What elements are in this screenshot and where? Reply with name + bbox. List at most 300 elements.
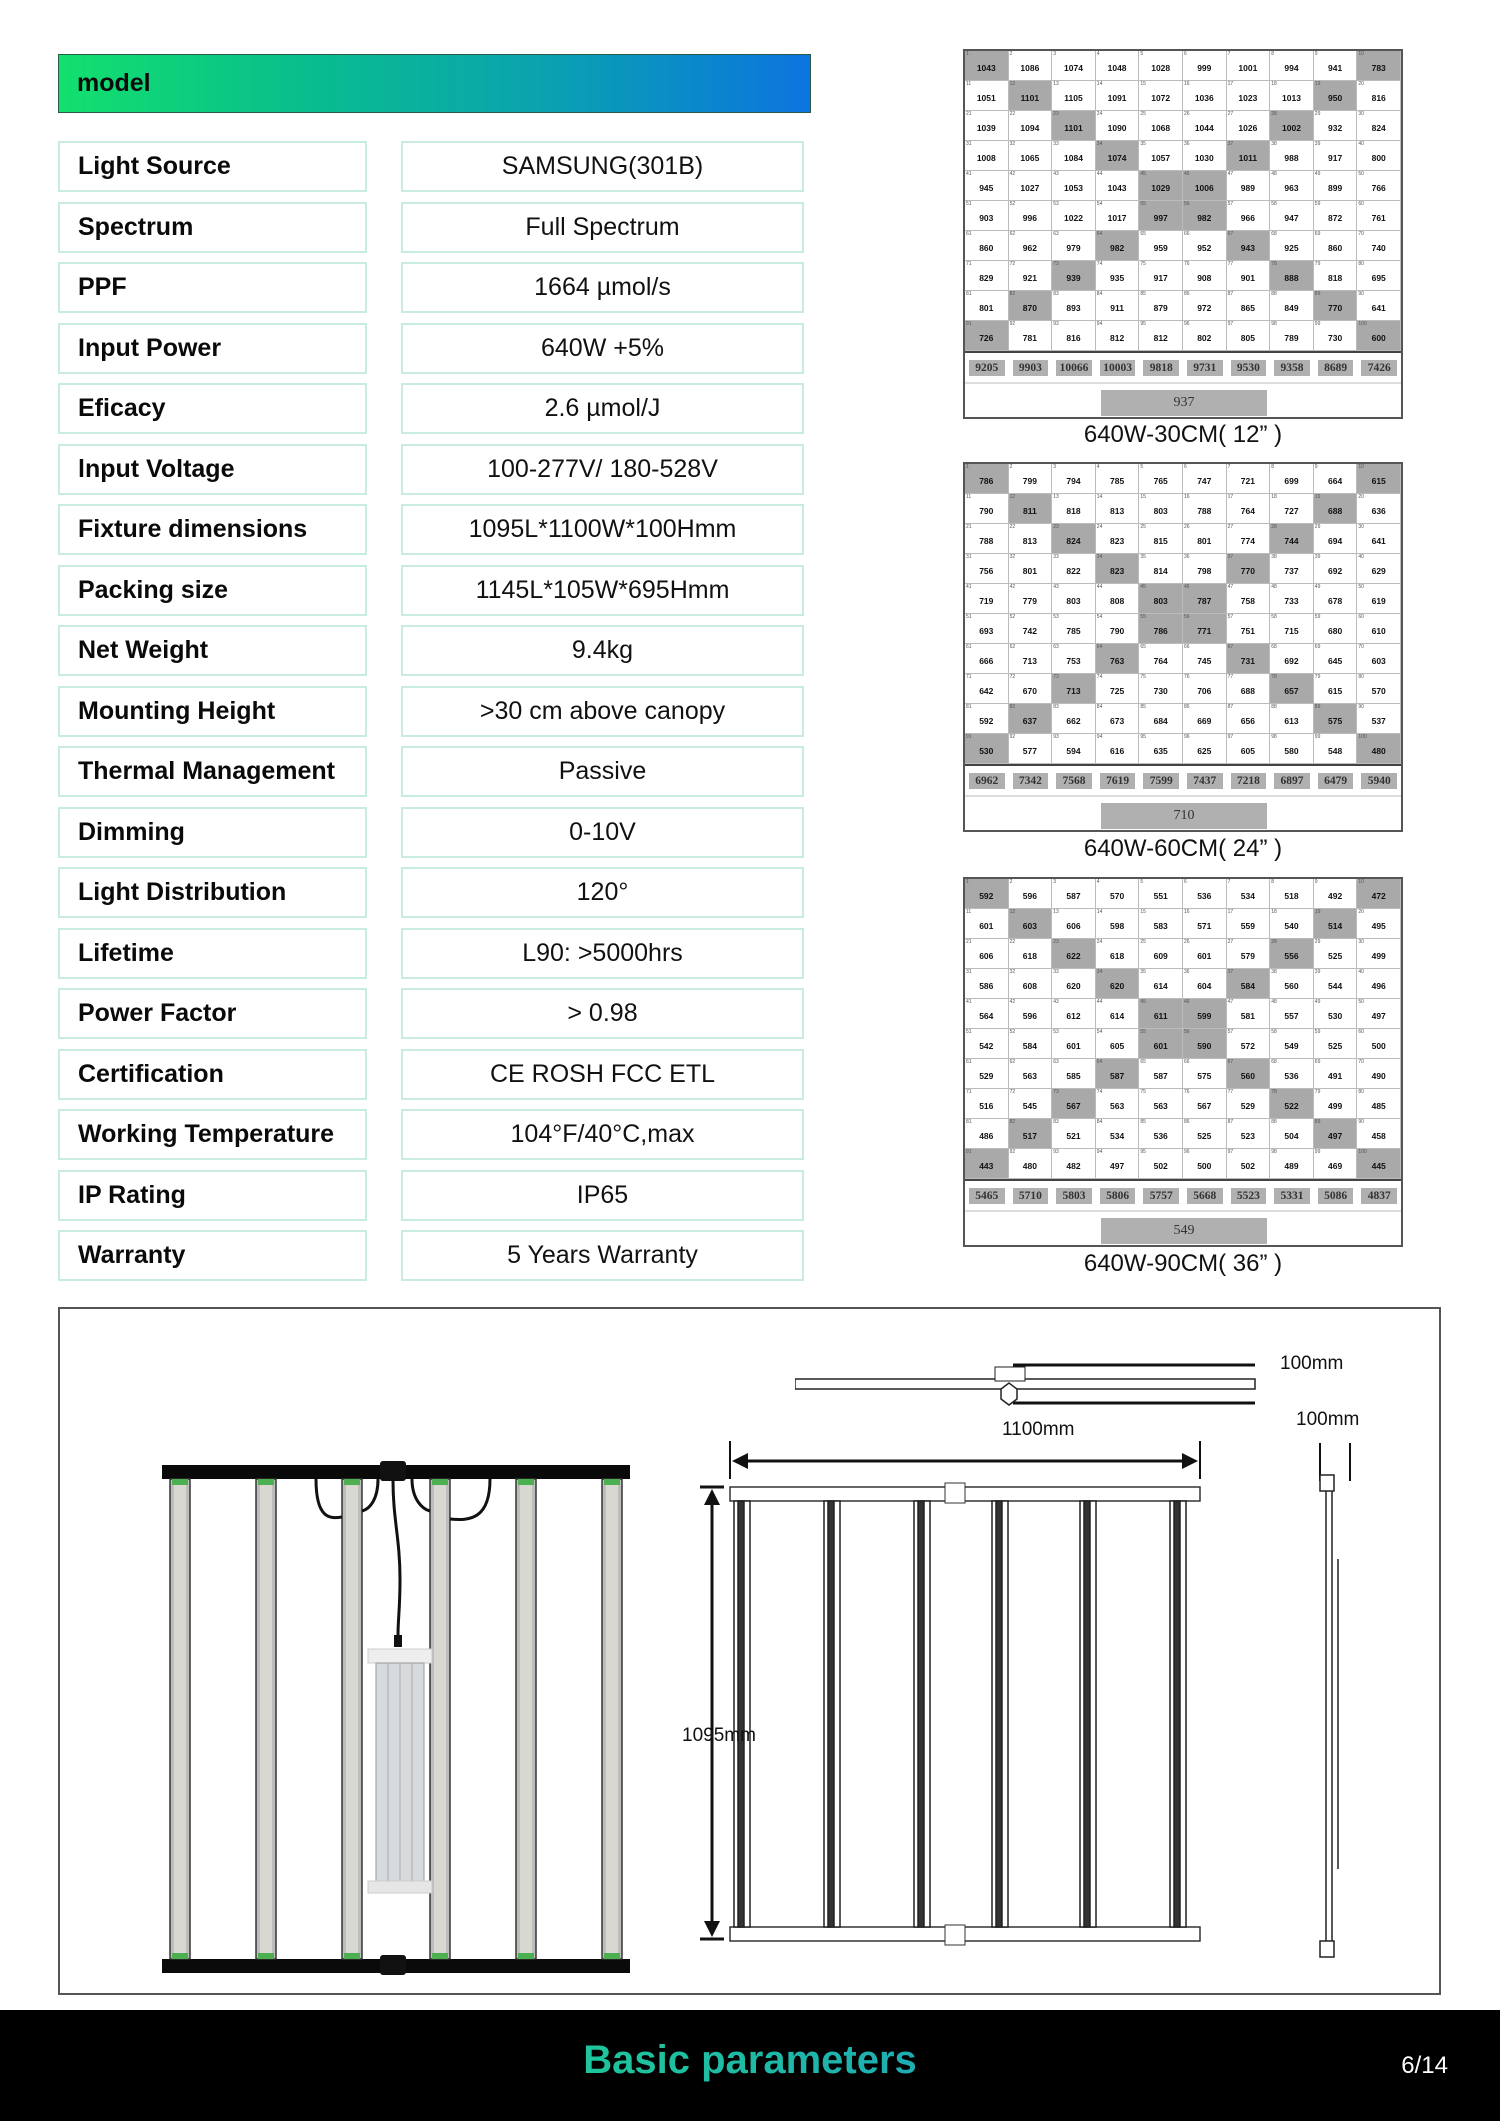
- lux-map-table: [963, 462, 1403, 832]
- cell-value: 727: [1284, 506, 1299, 516]
- lux-cell: [1183, 81, 1227, 111]
- lux-cell: [1270, 554, 1314, 584]
- lux-cell: [1227, 291, 1271, 321]
- lux-cell: [1314, 111, 1358, 141]
- cell-value: 584: [1240, 981, 1255, 991]
- cell-value: 500: [1197, 1161, 1212, 1171]
- cell-value: 609: [1153, 951, 1168, 961]
- spec-label: Net Weight: [58, 625, 367, 676]
- cell-index: 25: [1140, 524, 1146, 530]
- cell-value: 564: [979, 1011, 994, 1021]
- lux-cell: [1009, 111, 1053, 141]
- spec-label: Packing size: [58, 565, 367, 616]
- cell-value: 1008: [976, 153, 996, 163]
- spec-row: [58, 1109, 808, 1160]
- cell-index: 42: [1009, 584, 1016, 590]
- lux-cell: [1227, 674, 1271, 704]
- cell-value: 596: [1022, 891, 1037, 901]
- lux-cell: [1096, 939, 1140, 969]
- cell-value: 606: [1066, 921, 1081, 931]
- cell-index: 81: [966, 1119, 972, 1125]
- cell-value: 945: [979, 183, 994, 193]
- cell-index: 78: [1271, 261, 1277, 267]
- cell-value: 1013: [1282, 93, 1301, 103]
- cell-value: 611: [1153, 1011, 1168, 1021]
- cell-index: 17: [1227, 81, 1234, 87]
- cell-value: 583: [1153, 921, 1168, 931]
- cell-value: 966: [1240, 213, 1255, 223]
- cell-index: 8: [1271, 464, 1274, 470]
- cell-index: 92: [1009, 734, 1016, 740]
- lux-cell: [1009, 704, 1053, 734]
- cell-value: 770: [1328, 303, 1343, 313]
- cell-index: 48: [1271, 584, 1277, 590]
- lux-cell: [965, 321, 1009, 351]
- lux-cell: [1314, 141, 1358, 171]
- cell-index: 23: [1053, 939, 1059, 945]
- cell-index: 2: [1009, 464, 1013, 470]
- cell-value: 872: [1328, 213, 1343, 223]
- cell-index: 88: [1271, 1119, 1277, 1125]
- cell-value: 636: [1371, 506, 1386, 516]
- lux-cell: [965, 81, 1009, 111]
- lux-cell: [1357, 1149, 1401, 1179]
- lux-grid: [965, 464, 1401, 766]
- lux-cell: [1052, 554, 1096, 584]
- cell-value: 788: [979, 536, 994, 546]
- cell-value: 549: [1284, 1041, 1299, 1051]
- lux-cell: [1096, 1149, 1140, 1179]
- cell-index: 11: [966, 81, 972, 87]
- cell-index: 99: [1314, 734, 1321, 740]
- lux-cell: [1139, 614, 1183, 644]
- cell-index: 57: [1227, 201, 1234, 207]
- cell-index: 24: [1096, 939, 1103, 945]
- cell-index: 76: [1183, 674, 1190, 680]
- cell-index: 27: [1227, 111, 1234, 117]
- cell-value: 963: [1284, 183, 1299, 193]
- cell-value: 622: [1066, 951, 1081, 961]
- cell-index: 47: [1227, 171, 1234, 177]
- cell-index: 48: [1271, 171, 1277, 177]
- cell-index: 87: [1227, 1119, 1234, 1125]
- cell-index: 22: [1009, 939, 1016, 945]
- cell-value: 959: [1153, 243, 1168, 253]
- cell-index: 77: [1227, 261, 1234, 267]
- lux-cell: [965, 1119, 1009, 1149]
- cell-index: 93: [1053, 734, 1059, 740]
- lux-cell: [1009, 614, 1053, 644]
- cell-value: 641: [1371, 303, 1386, 313]
- lux-cell: [1096, 1119, 1140, 1149]
- spec-row: [58, 928, 808, 979]
- cell-index: 53: [1053, 201, 1059, 207]
- cell-value: 822: [1066, 566, 1081, 576]
- spec-label: Spectrum: [58, 202, 367, 253]
- spec-value: 120°: [401, 867, 804, 918]
- spec-label: Light Distribution: [58, 867, 367, 918]
- lux-cell: [1052, 261, 1096, 291]
- cell-index: 45: [1140, 584, 1146, 590]
- column-sum: 7342: [1013, 773, 1049, 789]
- lux-cell: [1357, 614, 1401, 644]
- lux-cell: [1227, 1029, 1271, 1059]
- lux-cell: [1139, 261, 1183, 291]
- spec-row: [58, 202, 808, 253]
- cell-value: 656: [1240, 716, 1255, 726]
- cell-value: 1051: [976, 93, 996, 103]
- cell-index: 96: [1183, 1149, 1190, 1155]
- cell-value: 982: [1197, 213, 1212, 223]
- lux-cell: [1357, 999, 1401, 1029]
- cell-value: 499: [1371, 951, 1386, 961]
- cell-index: 26: [1183, 524, 1190, 530]
- cell-value: 962: [1022, 243, 1037, 253]
- cell-index: 48: [1271, 999, 1277, 1005]
- cell-index: 65: [1140, 1059, 1146, 1065]
- cell-value: 480: [1371, 746, 1386, 756]
- column-sum: 5523: [1231, 1188, 1267, 1204]
- cell-index: 20: [1358, 494, 1364, 500]
- spec-row: [58, 262, 808, 313]
- lux-cell: [1009, 644, 1053, 674]
- cell-index: 75: [1140, 261, 1146, 267]
- cell-value: 813: [1022, 536, 1037, 546]
- cell-value: 805: [1240, 333, 1255, 343]
- cell-value: 812: [1110, 333, 1125, 343]
- cell-value: 801: [1197, 536, 1212, 546]
- lux-cell: [1183, 141, 1227, 171]
- dimension-drawing-panel: [58, 1307, 1441, 1995]
- column-sum: 6897: [1274, 773, 1310, 789]
- lux-cell: [1139, 909, 1183, 939]
- cell-index: 67: [1227, 1059, 1234, 1065]
- cell-value: 485: [1371, 1101, 1386, 1111]
- lux-cell: [1357, 111, 1401, 141]
- cell-index: 64: [1096, 1059, 1103, 1065]
- column-sum: 7619: [1100, 773, 1136, 789]
- cell-value: 664: [1328, 476, 1343, 486]
- lux-cell: [1052, 644, 1096, 674]
- column-sum: 7599: [1143, 773, 1179, 789]
- cell-value: 580: [1284, 746, 1299, 756]
- cell-index: 71: [966, 1089, 972, 1095]
- cell-index: 18: [1271, 81, 1277, 87]
- cell-value: 489: [1284, 1161, 1299, 1171]
- lux-cell: [1139, 1089, 1183, 1119]
- cell-value: 548: [1328, 746, 1343, 756]
- lux-cell: [1096, 291, 1140, 321]
- cell-value: 1101: [1064, 123, 1083, 133]
- cell-index: 56: [1183, 201, 1190, 207]
- cell-index: 59: [1314, 614, 1321, 620]
- lux-cell: [1052, 969, 1096, 999]
- cell-value: 694: [1328, 536, 1343, 546]
- cell-index: 96: [1183, 321, 1190, 327]
- cell-index: 50: [1358, 584, 1364, 590]
- lux-cell: [1183, 734, 1227, 764]
- lux-cell: [1227, 81, 1271, 111]
- cell-index: 58: [1271, 1029, 1277, 1035]
- top-view-depth-label: 100mm: [1280, 1353, 1344, 1374]
- cell-value: 925: [1284, 243, 1299, 253]
- lux-cell: [1270, 51, 1314, 81]
- lux-cell: [1227, 51, 1271, 81]
- cell-value: 642: [979, 686, 994, 696]
- lux-cell: [1314, 879, 1358, 909]
- cell-value: 577: [1022, 746, 1037, 756]
- lux-cell: [1096, 51, 1140, 81]
- cell-index: 86: [1183, 291, 1190, 297]
- spec-value: 5 Years Warranty: [401, 1230, 804, 1281]
- lux-cell: [1052, 879, 1096, 909]
- lux-cell: [1139, 1149, 1183, 1179]
- cell-index: 21: [966, 111, 972, 117]
- lux-cell: [1096, 909, 1140, 939]
- lux-cell: [1096, 231, 1140, 261]
- cell-index: 68: [1271, 644, 1277, 650]
- cell-value: 657: [1284, 686, 1299, 696]
- cell-index: 36: [1183, 554, 1190, 560]
- cell-index: 17: [1227, 494, 1234, 500]
- cell-value: 542: [979, 1041, 994, 1051]
- cell-index: 13: [1053, 81, 1059, 87]
- lux-cell: [1270, 879, 1314, 909]
- column-sums-row: [965, 353, 1401, 383]
- cell-value: 812: [1153, 333, 1168, 343]
- cell-index: 29: [1314, 939, 1321, 945]
- lux-cell: [1227, 524, 1271, 554]
- cell-value: 567: [1066, 1101, 1081, 1111]
- lux-cell: [1009, 81, 1053, 111]
- lux-cell: [1052, 1029, 1096, 1059]
- lux-cell: [1139, 464, 1183, 494]
- cell-index: 31: [966, 141, 972, 147]
- column-sums-row: [965, 1181, 1401, 1211]
- average-row: [965, 383, 1401, 417]
- cell-value: 824: [1066, 536, 1081, 546]
- cell-index: 79: [1314, 261, 1321, 267]
- cell-value: 952: [1197, 243, 1212, 253]
- cell-value: 764: [1240, 506, 1255, 516]
- cell-value: 516: [979, 1101, 994, 1111]
- cell-value: 790: [979, 506, 994, 516]
- lux-cell: [1314, 524, 1358, 554]
- lux-cell: [965, 879, 1009, 909]
- lux-cell: [1052, 734, 1096, 764]
- lux-cell: [1270, 111, 1314, 141]
- cell-index: 67: [1227, 644, 1234, 650]
- cell-value: 813: [1110, 506, 1125, 516]
- cell-value: 688: [1240, 686, 1255, 696]
- cell-value: 737: [1284, 566, 1299, 576]
- spec-row: [58, 141, 808, 192]
- lux-cell: [1183, 909, 1227, 939]
- cell-value: 811: [1023, 506, 1037, 516]
- spec-value: 0-10V: [401, 807, 804, 858]
- cell-index: 35: [1140, 554, 1146, 560]
- cell-value: 692: [1284, 656, 1299, 666]
- cell-index: 95: [1140, 1149, 1146, 1155]
- cell-index: 10: [1358, 464, 1364, 470]
- cell-value: 523: [1240, 1131, 1255, 1141]
- lux-map-caption: 640W-60CM( 24” ): [1083, 835, 1283, 862]
- cell-index: 61: [966, 1059, 972, 1065]
- cell-index: 12: [1009, 494, 1016, 500]
- fixture-rendering: [160, 1459, 700, 1979]
- cell-value: 816: [1066, 333, 1081, 343]
- cell-value: 629: [1371, 566, 1386, 576]
- cell-index: 35: [1140, 141, 1146, 147]
- cell-value: 1044: [1194, 123, 1214, 133]
- cell-index: 42: [1009, 999, 1016, 1005]
- lux-cell: [965, 111, 1009, 141]
- cell-index: 60: [1358, 614, 1364, 620]
- cell-index: 13: [1053, 909, 1059, 915]
- cell-index: 66: [1183, 644, 1190, 650]
- cell-value: 917: [1153, 273, 1168, 283]
- cell-value: 586: [979, 981, 994, 991]
- cell-value: 786: [1153, 626, 1168, 636]
- cell-index: 47: [1227, 584, 1234, 590]
- lux-cell: [1270, 1149, 1314, 1179]
- cell-value: 490: [1371, 1071, 1386, 1081]
- lux-cell: [1009, 909, 1053, 939]
- cell-index: 100: [1358, 321, 1367, 327]
- cell-index: 46: [1183, 584, 1190, 590]
- cell-value: 1074: [1107, 153, 1127, 163]
- cell-value: 570: [1371, 686, 1386, 696]
- lux-cell: [1314, 201, 1358, 231]
- cell-index: 80: [1358, 261, 1364, 267]
- cell-value: 744: [1284, 536, 1299, 546]
- cell-value: 530: [1328, 1011, 1343, 1021]
- spec-value: > 0.98: [401, 988, 804, 1039]
- cell-value: 557: [1284, 1011, 1299, 1021]
- cell-value: 1065: [1020, 153, 1040, 163]
- column-sum: 8689: [1318, 360, 1354, 376]
- cell-index: 12: [1009, 909, 1016, 915]
- lux-cell: [1314, 614, 1358, 644]
- cell-value: 587: [1153, 1071, 1168, 1081]
- cell-value: 606: [979, 951, 994, 961]
- lux-cell: [1139, 584, 1183, 614]
- cell-index: 51: [966, 1029, 972, 1035]
- spec-row: [58, 746, 808, 797]
- lux-cell: [1139, 81, 1183, 111]
- cell-index: 17: [1227, 909, 1234, 915]
- cell-value: 783: [1371, 63, 1386, 73]
- lux-cell: [1009, 464, 1053, 494]
- cell-index: 52: [1009, 1029, 1016, 1035]
- cell-index: 62: [1009, 231, 1016, 237]
- cell-index: 100: [1358, 734, 1367, 740]
- cell-index: 52: [1009, 614, 1016, 620]
- average-row: [965, 796, 1401, 830]
- cell-value: 529: [1240, 1101, 1255, 1111]
- cell-index: 86: [1183, 704, 1190, 710]
- lux-cell: [1183, 969, 1227, 999]
- lux-cell: [1139, 704, 1183, 734]
- lux-cell: [1357, 231, 1401, 261]
- spec-row: [58, 625, 808, 676]
- cell-value: 1094: [1020, 123, 1040, 133]
- cell-value: 865: [1240, 303, 1255, 313]
- cell-index: 43: [1053, 584, 1059, 590]
- column-sums-row: [965, 766, 1401, 796]
- cell-value: 688: [1328, 506, 1343, 516]
- lux-cell: [1183, 939, 1227, 969]
- lux-cell: [1009, 51, 1053, 81]
- cell-value: 941: [1328, 63, 1343, 73]
- cell-value: 1057: [1151, 153, 1171, 163]
- cell-value: 932: [1328, 123, 1343, 133]
- cell-value: 730: [1328, 333, 1343, 343]
- cell-value: 551: [1153, 891, 1168, 901]
- lux-map-caption: 640W-30CM( 12” ): [1083, 421, 1283, 448]
- lux-cell: [1009, 494, 1053, 524]
- cell-index: 18: [1271, 494, 1277, 500]
- cell-value: 719: [979, 596, 994, 606]
- cell-index: 97: [1227, 734, 1234, 740]
- cell-value: 563: [1153, 1101, 1168, 1111]
- cell-index: 62: [1009, 644, 1016, 650]
- cell-value: 706: [1197, 686, 1212, 696]
- cell-value: 988: [1284, 153, 1299, 163]
- cell-index: 39: [1314, 141, 1321, 147]
- cell-index: 8: [1271, 51, 1274, 57]
- cell-value: 530: [979, 746, 994, 756]
- spec-value: Full Spectrum: [401, 202, 804, 253]
- cell-value: 613: [1284, 716, 1299, 726]
- spec-row: [58, 444, 808, 495]
- cell-value: 612: [1066, 1011, 1081, 1021]
- lux-cell: [1052, 909, 1096, 939]
- spec-row: [58, 383, 808, 434]
- cell-index: 40: [1358, 969, 1364, 975]
- cell-value: 618: [1110, 951, 1125, 961]
- spec-value: 100-277V/ 180-528V: [401, 444, 804, 495]
- lux-cell: [965, 554, 1009, 584]
- lux-cell: [1227, 1059, 1271, 1089]
- cell-index: 21: [966, 524, 972, 530]
- lux-cell: [1139, 734, 1183, 764]
- lux-cell: [1314, 1149, 1358, 1179]
- cell-value: 799: [1022, 476, 1037, 486]
- lux-cell: [1227, 261, 1271, 291]
- cell-index: 58: [1271, 201, 1277, 207]
- spec-row: [58, 323, 808, 374]
- lux-cell: [1009, 1089, 1053, 1119]
- spec-row: [58, 565, 808, 616]
- cell-value: 1027: [1020, 183, 1040, 193]
- cell-value: 673: [1110, 716, 1125, 726]
- lux-cell: [965, 969, 1009, 999]
- cell-index: 59: [1314, 201, 1321, 207]
- spec-label: Thermal Management: [58, 746, 367, 797]
- lux-cell: [965, 704, 1009, 734]
- cell-index: 20: [1358, 81, 1364, 87]
- cell-value: 544: [1328, 981, 1343, 991]
- cell-index: 75: [1140, 1089, 1146, 1095]
- lux-cell: [1052, 201, 1096, 231]
- cell-index: 77: [1227, 1089, 1234, 1095]
- lux-cell: [1139, 674, 1183, 704]
- lux-cell: [1357, 1029, 1401, 1059]
- lux-cell: [1009, 524, 1053, 554]
- cell-index: 44: [1096, 584, 1103, 590]
- cell-index: 6: [1183, 879, 1187, 885]
